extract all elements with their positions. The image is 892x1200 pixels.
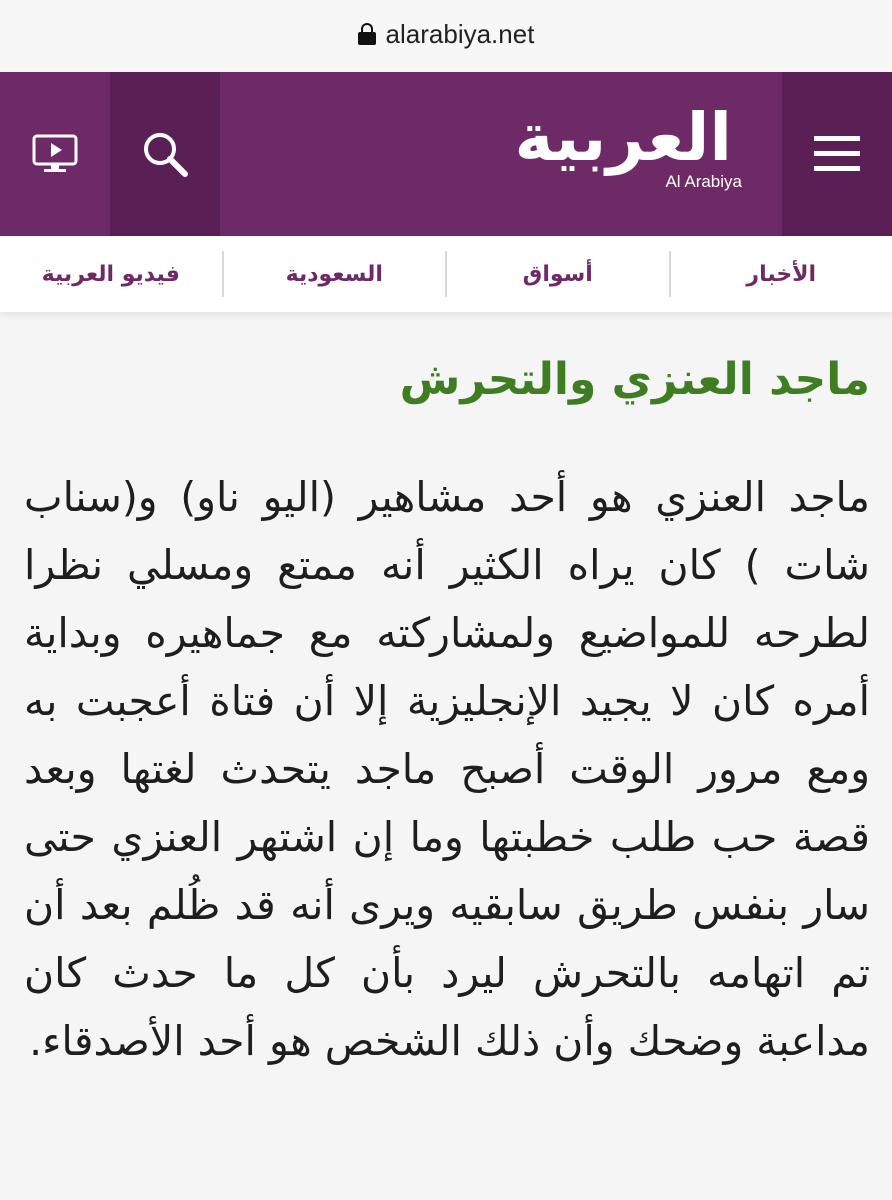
lock-icon [358, 23, 376, 45]
article [24, 312, 870, 1075]
nav-item-saudi[interactable]: السعودية [222, 251, 446, 297]
nav-item-news[interactable]: الأخبار [669, 251, 892, 297]
menu-button[interactable] [782, 72, 892, 236]
logo-english: Al Arabiya [665, 172, 742, 191]
nav-item-markets[interactable]: أسواق [445, 251, 669, 297]
menu-icon [814, 134, 860, 174]
article-body: ماجد العنزي هو أحد مشاهير (اليو ناو) و(سناب شات ) كان يراه الكثير أنه ممتع ومسلي نظرا لطرحه للمواضيع ولمشاركته مع جماهيره وبداية أمره كان لا يجيد الإنجليزية إلا أن فتاة أعجبت به ومع مرور الوقت أصبح ماجد يتحدث لغتها وبعد قصة حب طلب خطبتها وما إن اشتهر العنزي حتى سار بنفس طريق سابقيه ويرى أنه قد ظُلم بعد أن تم اتهامه بالتحرش ليرد بأن كل ما حدث كان مداعبة وضحك وأن ذلك الشخص هو أحد الأصدقاء. [24, 472, 870, 1065]
video-icon [31, 133, 79, 175]
logo-arabic: العربية [514, 99, 732, 176]
nav-item-alarabiya-video[interactable]: فيديو العربية [41, 261, 180, 287]
alarabiya-logo[interactable] [514, 98, 750, 218]
search-button[interactable] [110, 72, 220, 236]
search-icon [140, 129, 190, 179]
section-nav [0, 236, 892, 312]
article-title: ماجد العنزي والتحرش [399, 354, 870, 405]
video-button[interactable] [0, 72, 110, 236]
site-header [0, 72, 892, 236]
address-bar[interactable] [0, 0, 892, 72]
url-text: alarabiya.net [385, 18, 535, 49]
